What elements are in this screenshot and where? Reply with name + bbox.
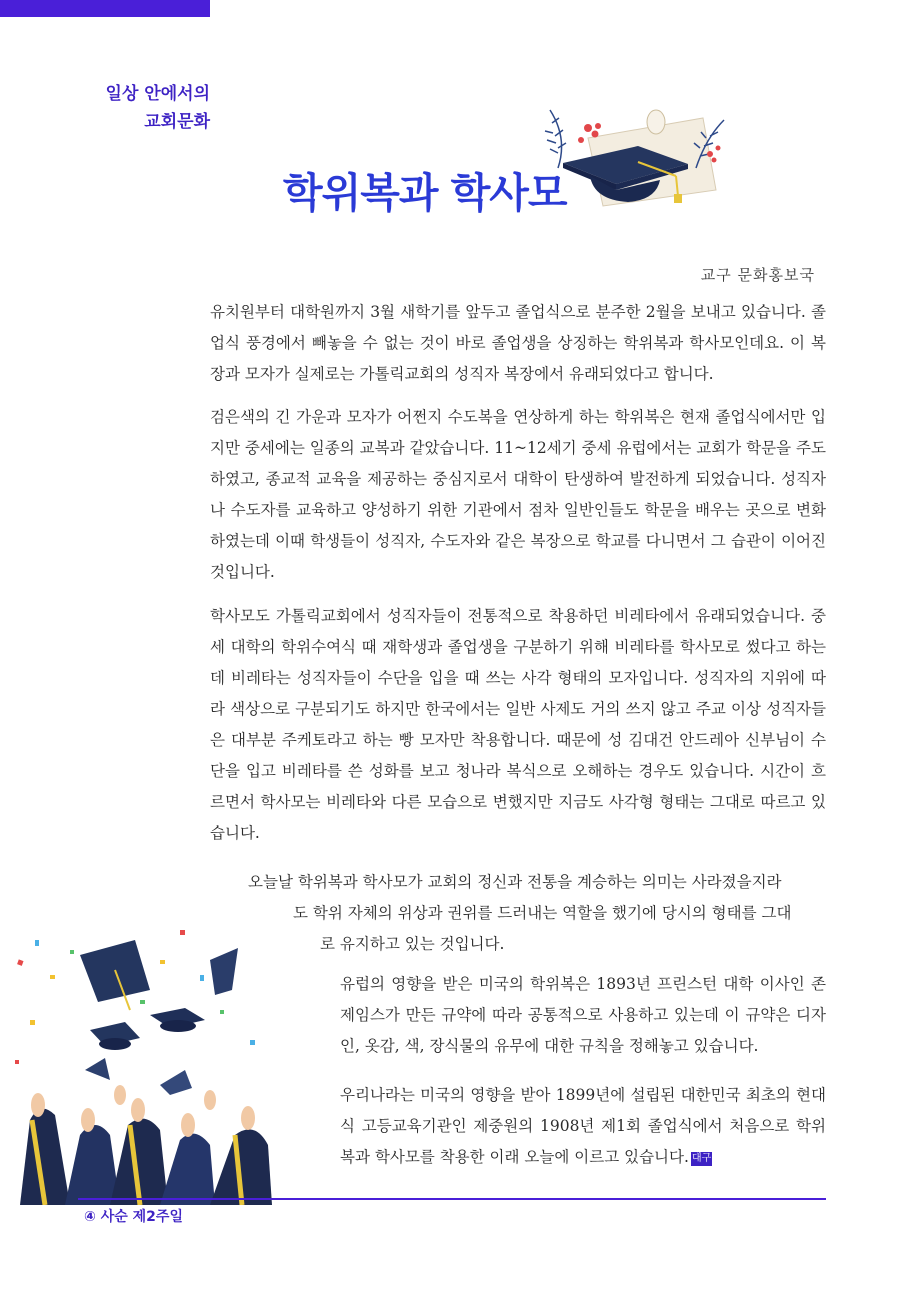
footer-divider <box>78 1198 826 1200</box>
page-title: 학위복과 학사모 <box>283 169 567 217</box>
paragraph-cap-origin: 학사모도 가톨릭교회에서 성직자들이 전통적으로 착용하던 비레타에서 유래되었습니다. 중세 대학의 학위수여식 때 재학생과 졸업생을 구분하기 위해 비레타를 학사모로 썼다고 하는데 비레타는 성직자들이 수단을 입을 때 쓰는 사각 형태의 모자입니다. 성직자의 지위에 따라 색상으로 구분되기도 하지만 한국에서는 일반 사제도 거의 쓰지 않고 주교 이상 성직자들은 대부분 주케토라고 하는 빵 모자만 착용합니다. 때문에 성 김대건 안드레아 신부님이 수단을 입고 비레타를 쓴 성화를 보고 청나라 복식으로 오해하는 경우도 있습니다. 시간이 흐르면서 학사모는 비레타와 다른 모습으로 변했지만 지금도 사각형 형태는 그대로 따르고 있습니다. <box>210 607 826 842</box>
flying-caps <box>80 940 238 1095</box>
section-label-line2: 교회문화 <box>144 112 210 132</box>
paragraph-today-line1: 오늘날 학위복과 학사모가 교회의 정신과 전통을 계승하는 의미는 사라졌을지라 <box>248 873 782 891</box>
paragraph-american-gown: 유럽의 영향을 받은 미국의 학위복은 1893년 프린스턴 대학 이사인 존 제임스가 만든 규약에 따라 공통적으로 사용하고 있는데 이 규약은 디자인, 옷감, 색, 장식물의 유무에 대한 규칙을 정해놓고 있습니다. <box>340 975 826 1055</box>
section-label-line1: 일상 안에서의 <box>105 84 210 104</box>
section-label <box>106 80 210 136</box>
top-accent-bar <box>0 0 210 17</box>
paragraph-gown-origin: 검은색의 긴 가운과 모자가 어쩐지 수도복을 연상하게 하는 학위복은 현재 졸업식에서만 입지만 중세에는 일종의 교복과 같았습니다. 11~12세기 중세 유럽에서는 교회가 학문을 주도하였고, 종교적 교육을 제공하는 중심지로서 대학이 탄생하여 발전하게 되었습니다. 성직자나 수도자를 교육하고 양성하기 위한 기관에서 점차 일반인들도 학문을 배우는 곳으로 변화하였는데 이때 학생들이 성직자, 수도자와 같은 복장으로 학교를 다니면서 그 습관이 이어진 것입니다. <box>210 408 826 581</box>
paragraph-korea-history <box>340 1080 826 1173</box>
paragraph-korea-text: 우리나라는 미국의 영향을 받아 1899년에 설립된 대한민국 최초의 현대식 고등교육기관인 제중원의 1908년 제1회 졸업식에서 처음으로 학위복과 학사모를 착용한 이래 오늘에 이르고 있습니다. <box>340 1086 826 1166</box>
paragraph-today-line3: 로 유지하고 있는 것입니다. <box>320 935 505 953</box>
page-footer: ④ 사순 제2주일 <box>84 1209 183 1225</box>
author-byline: 교구 문화홍보국 <box>700 266 815 284</box>
paragraph-intro: 유치원부터 대학원까지 3월 새학기를 앞두고 졸업식으로 분주한 2월을 보내고 있습니다. 졸업식 풍경에서 빼놓을 수 없는 것이 바로 졸업생을 상징하는 학위복과 학사모인데요. 이 복장과 모자가 실제로는 가톨릭교회의 성직자 복장에서 유래되었다고 합니다. <box>210 303 826 383</box>
paragraph-today-line2: 도 학위 자체의 위상과 권위를 드러내는 역할을 했기에 당시의 형태를 그대 <box>293 904 792 922</box>
graduates-throwing-caps-icon <box>10 920 310 1205</box>
raised-hands-gowns <box>20 1085 272 1205</box>
end-mark-badge: 대구 <box>691 1153 712 1164</box>
